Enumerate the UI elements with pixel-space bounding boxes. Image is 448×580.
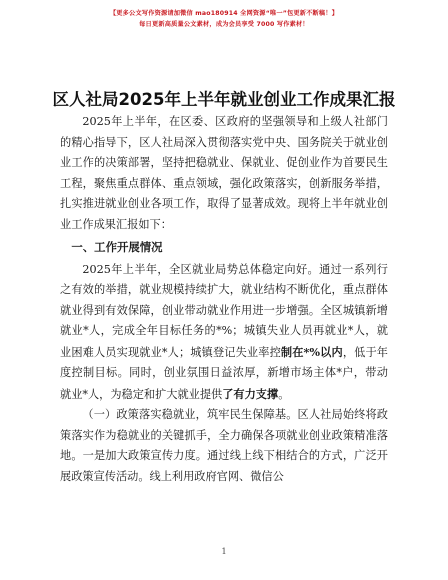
- work-overview-paragraph: [60, 260, 388, 406]
- promo-banner-line-1: 【更多公文写作资源请加微信 mao180914 全网资源“唯一”包更新不断稿！】: [109, 10, 339, 17]
- promo-banner: [0, 8, 448, 30]
- promo-banner-line-2: 每日更新高质量公文素材，成为会员享受 7000 写作素材！: [139, 21, 309, 28]
- document-title: 区人社局2025年上半年就业创业工作成果汇报: [52, 90, 396, 109]
- work-overview-bold-b: 了有力支撑: [222, 386, 279, 401]
- subsection-policy-paragraph: （一）政策落实稳就业，筑牢民生保障基。区人社局始终将政策落实作为稳就业的关键抓手，全力确保各项就业创业政策精准落地。一是加大政策宣传力度。通过线上线下相结合的方式，广泛开展政策宣传活动。线上利用政府官网、微信公: [60, 408, 388, 483]
- document-body: [60, 112, 388, 487]
- intro-paragraph: 2025年上半年，在区委、区政府的坚强领导和上级人社部门的精心指导下，区人社局深入贯彻落实党中央、国务院关于就业创业工作的决策部署，坚持把稳就业、保就业、促创业作为首要民生工程，聚焦重点群体、重点领域，强化政策落实，创新服务举措，扎实推进就业创业各项工作，取得了显著成效。现将上半年就业创业工作成果汇报如下：: [60, 115, 388, 231]
- work-overview-text-a: 2025年上半年，全区就业局势总体稳定向好。通过一系列行之有效的举措，就业规模持续扩大，就业结构不断优化，重点群体就业得到有效保障，创业带动就业作用进一步增强。全区城镇新增就业*人，完成全年目标任务的*%；城镇失业人员再就业*人，就业困难人员实现就业*人；城镇登记失业率控: [60, 262, 388, 359]
- work-overview-bold-a: 制在*%以内: [280, 344, 343, 359]
- page-number: 1: [221, 547, 227, 556]
- work-overview-text-c: 。: [278, 387, 290, 401]
- work-overview-text-b: ，低于年度控制目标。同时，创业氛围日益浓厚，新增市场主体*户，带动就业*人，为稳定和扩大就业提供: [60, 345, 388, 401]
- section-heading-work: 一、工作开展情况: [71, 240, 163, 254]
